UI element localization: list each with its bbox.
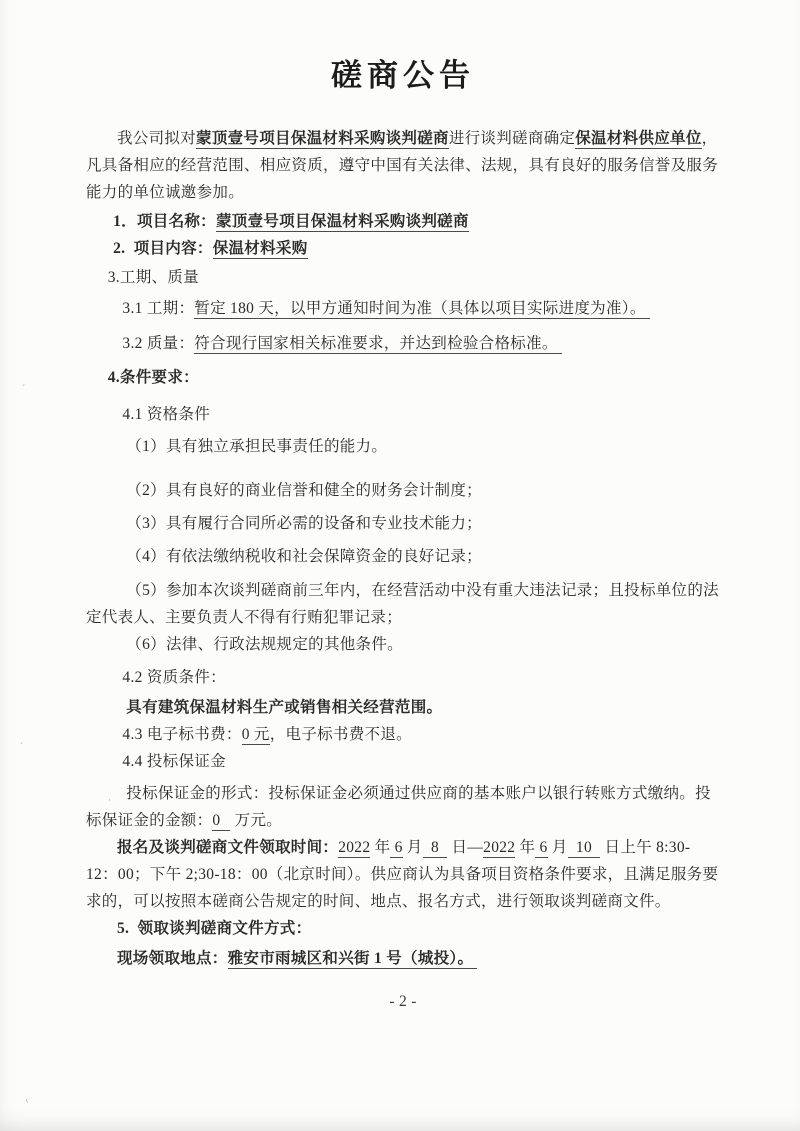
item-1-value: 蒙顶壹号项目保温材料采购谈判磋商 <box>215 213 469 230</box>
schedule-day-dash: 日— <box>447 839 484 856</box>
intro-paragraph <box>86 125 720 206</box>
schedule-year1: 2022 <box>338 839 371 856</box>
condition-2 <box>86 477 720 504</box>
schedule-day2: 10 <box>567 839 601 856</box>
item-4-3-post: ，电子标书费不退。 <box>269 726 412 743</box>
item-3-2-value: 符合现行国家相关标准要求，并达到检验合格标准。 <box>194 335 562 352</box>
item-3-1-value: 暂定 180 天，以甲方通知时间为准（具体以项目实际进度为准）。 <box>194 300 650 317</box>
pickup-label: 现场领取地点： <box>117 950 228 967</box>
condition-1 <box>86 433 720 460</box>
condition-4 <box>86 543 720 570</box>
item-4-2-label: 4.2 资质条件： <box>122 669 226 686</box>
project-name-underlined: 蒙顶壹号项目保温材料采购谈判磋商 <box>196 130 449 147</box>
item-4-2-value: 具有建筑保温材料生产或销售相关经营范围。 <box>126 699 443 716</box>
schedule-label: 报名及谈判磋商文件领取时间： <box>117 839 339 856</box>
schedule-day1: 8 <box>422 839 448 856</box>
schedule-paragraph <box>86 834 720 915</box>
condition-4-text: （4）有依法缴纳税收和社会保障资金的良好记录； <box>126 548 482 565</box>
schedule-tail: 日上午 8:30-12：00；下午 2;30-18：00（北京时间）。供应商认为具备项目资格条件要求，且满足服务要求的，可以按照本磋商公告规定的时间、地点、报名方式，进行领取谈判磋商文件。 <box>86 839 719 910</box>
schedule-year-cn2: 年 <box>515 839 536 856</box>
item-4-1-label: 4.1 资格条件 <box>122 406 211 423</box>
item-3-label: 3.工期、质量 <box>107 269 199 286</box>
intro-mid: 进行谈判磋商确定 <box>448 130 576 147</box>
document-title: 磋商公告 <box>331 58 475 93</box>
condition-6-text: （6）法律、行政法规规定的其他条件。 <box>126 636 403 653</box>
schedule-month2: 6 <box>535 839 548 856</box>
pickup-value: 雅安市雨城区和兴街 1 号（城投）。 <box>227 950 478 967</box>
item-4-4-heading <box>86 748 720 775</box>
schedule-month1: 6 <box>390 839 403 856</box>
item-3-2-quality <box>86 330 720 357</box>
item-1-project-name <box>86 208 720 235</box>
scan-artifact: ˊ <box>20 741 23 751</box>
intro-post: ，凡具备相应的经营范围、相应资质，遵守中国有关法律、法规，具有良好的服务信誉及服务能力的单位诚邀参加。 <box>86 130 719 201</box>
item-2-value: 保温材料采购 <box>212 240 308 257</box>
deposit-amount: 0 <box>212 812 230 831</box>
item-2-label: 2. 项目内容： <box>113 240 213 257</box>
item-1-label: 1．项目名称： <box>113 213 216 230</box>
deposit-post: 万元。 <box>230 812 283 829</box>
item-4-2-heading <box>86 664 720 691</box>
condition-5-text: （5）参加本次谈判磋商前三年内，在经营活动中没有重大违法记录；且投标单位的法定代表人、主要负责人不得有行贿犯罪记录； <box>86 582 719 626</box>
item-3-2-label: 3.2 质量： <box>122 335 195 352</box>
scan-artifact: ˤ <box>26 1097 29 1107</box>
schedule-month-cn1: 月 <box>402 839 423 856</box>
deposit-pre: 投标保证金的形式：投标保证金必须通过供应商的基本账户以银行转账方式缴纳。投标保证金的金额： <box>86 785 711 829</box>
condition-3-text: （3）具有履行合同所必需的设备和专业技术能力； <box>126 515 482 532</box>
schedule-year2: 2022 <box>483 839 516 856</box>
item-4-label: 4.条件要求： <box>107 369 199 386</box>
item-4-3-label: 4.3 电子标书费： <box>122 726 242 743</box>
condition-3 <box>86 510 720 537</box>
condition-5 <box>86 577 720 631</box>
item-4-1-heading <box>86 401 720 428</box>
intro-pre: 我公司拟对 <box>117 130 197 147</box>
item-4-2-scope <box>86 694 720 721</box>
item-4-4-label: 4.4 投标保证金 <box>122 753 226 770</box>
item-4-3-fee-line <box>86 721 720 748</box>
scan-artifact: · <box>108 795 111 805</box>
item-3-1-label: 3.1 工期： <box>122 300 195 317</box>
schedule-month-cn2: 月 <box>547 839 568 856</box>
condition-2-text: （2）具有良好的商业信誉和健全的财务会计制度； <box>126 482 482 499</box>
item-3-1-duration <box>86 295 720 322</box>
supplier-underlined: 保温材料供应单位 <box>575 130 702 147</box>
condition-1-text: （1）具有独立承担民事责任的能力。 <box>126 438 388 455</box>
deposit-paragraph <box>86 780 720 834</box>
item-5-label: 5. 领取谈判磋商文件方式： <box>117 920 312 937</box>
item-4-heading <box>86 364 720 391</box>
scan-artifact: ˊ <box>22 383 25 393</box>
item-3-heading <box>86 264 720 291</box>
pickup-location-line <box>86 945 720 972</box>
item-5-heading <box>86 915 720 942</box>
condition-6 <box>86 631 720 658</box>
page-number: - 2 - <box>389 993 417 1010</box>
schedule-year-cn1: 年 <box>370 839 391 856</box>
item-4-3-fee: 0 元 <box>241 726 270 743</box>
item-2-project-content <box>86 235 720 262</box>
